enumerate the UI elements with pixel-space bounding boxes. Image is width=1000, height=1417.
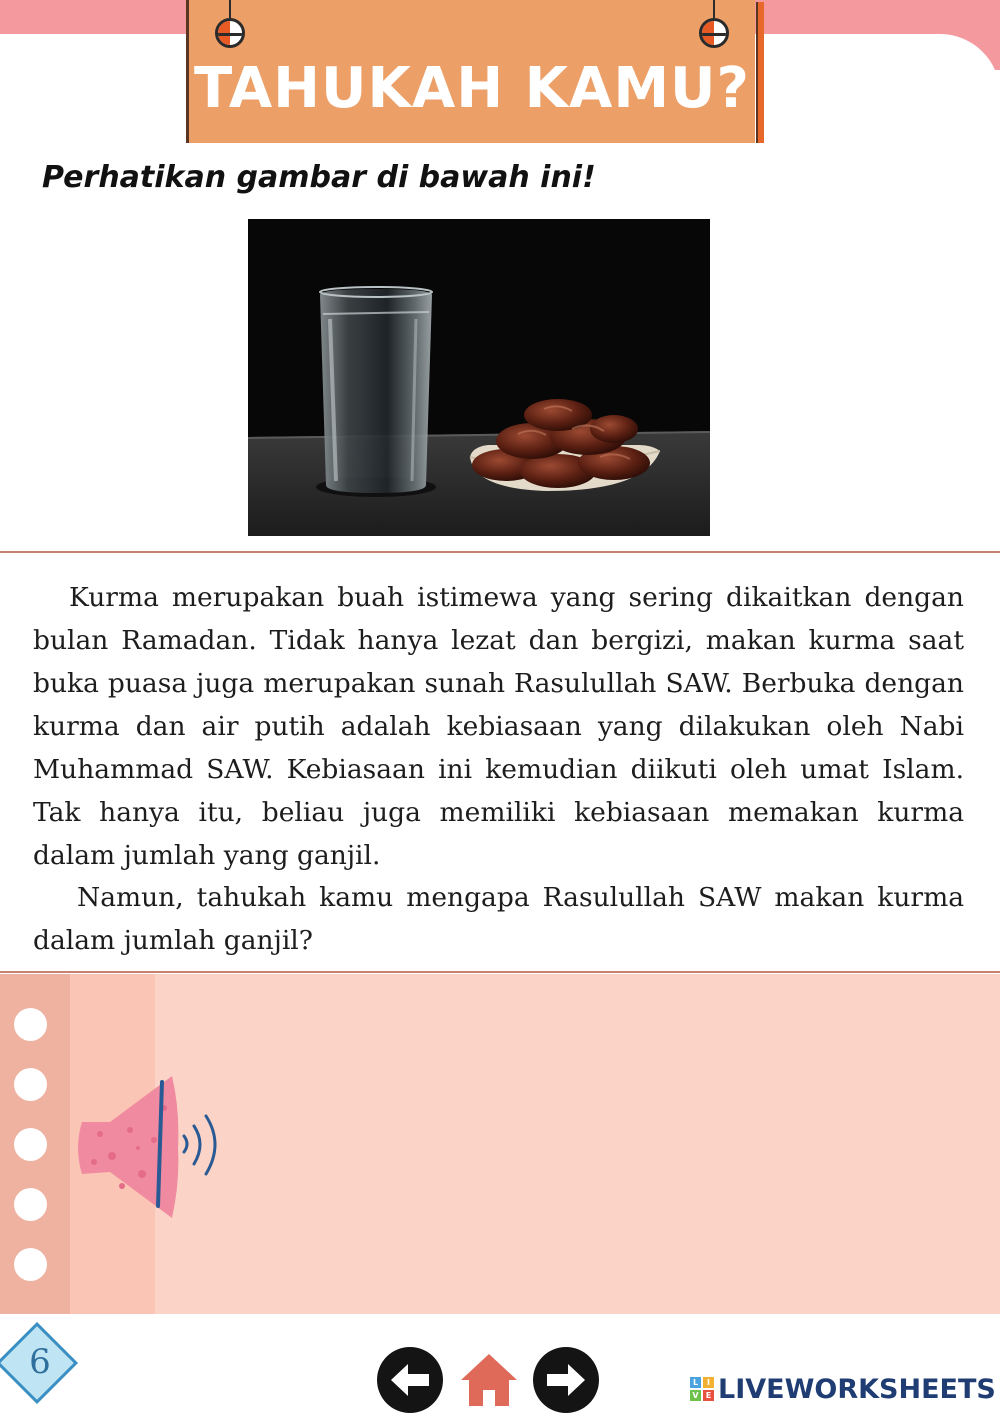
brand-mark-icon bbox=[690, 1377, 714, 1401]
binder-hole bbox=[14, 1248, 47, 1281]
speaker-icon[interactable] bbox=[72, 1070, 232, 1230]
page-number: 6 bbox=[29, 1342, 51, 1382]
footer-bar bbox=[0, 1314, 1000, 1414]
brand-logo bbox=[690, 1372, 996, 1406]
pin-string bbox=[229, 0, 231, 18]
audio-panel bbox=[0, 974, 1000, 1314]
page-title: TAHUKAH KAMU? bbox=[193, 56, 751, 121]
title-banner bbox=[186, 0, 755, 143]
pin-string bbox=[713, 0, 715, 18]
banner-post bbox=[756, 2, 764, 143]
next-page-button[interactable] bbox=[533, 1347, 599, 1413]
arrow-right-icon bbox=[533, 1347, 599, 1413]
brand-mark-letter: I bbox=[703, 1377, 714, 1388]
divider-line bbox=[0, 551, 1000, 553]
binder-hole bbox=[14, 1128, 47, 1161]
photo-illustration bbox=[248, 219, 710, 536]
home-button[interactable] bbox=[459, 1352, 519, 1408]
prev-page-button[interactable] bbox=[377, 1347, 443, 1413]
divider-line bbox=[0, 971, 1000, 973]
arrow-left-icon bbox=[377, 1347, 443, 1413]
brand-mark-letter: L bbox=[690, 1377, 701, 1388]
brand-name: LIVEWORKSHEETS bbox=[718, 1373, 996, 1405]
pin-decoration bbox=[699, 18, 729, 48]
brand-mark-letter: V bbox=[690, 1390, 701, 1401]
dates-water-photo bbox=[248, 219, 710, 536]
pin-decoration bbox=[215, 18, 245, 48]
instruction-text: Perhatikan gambar di bawah ini! bbox=[42, 160, 596, 195]
binder-hole bbox=[14, 1068, 47, 1101]
content-paragraph: Kurma merupakan buah istimewa yang sering dikaitkan dengan bulan Ramadan. Tidak hanya lezat dan bergizi, makan kurma saat buka puasa juga merupakan sunah Rasulullah SAW. Berbuka dengan kurma dan air putih adalah kebiasaan yang dilakukan oleh Nabi Muhammad SAW. Kebiasaan ini kemudian diikuti oleh umat Islam. Tak hanya itu, beliau juga memiliki kebiasaan memakan kurma dalam jumlah yang ganjil. bbox=[33, 582, 964, 871]
brand-mark-letter: E bbox=[703, 1390, 714, 1401]
question-paragraph: Namun, tahukah kamu mengapa Rasulullah SAW makan kurma dalam jumlah ganjil? bbox=[33, 882, 964, 956]
binder-hole bbox=[14, 1188, 47, 1221]
binder-hole bbox=[14, 1008, 47, 1041]
home-icon bbox=[459, 1352, 519, 1408]
